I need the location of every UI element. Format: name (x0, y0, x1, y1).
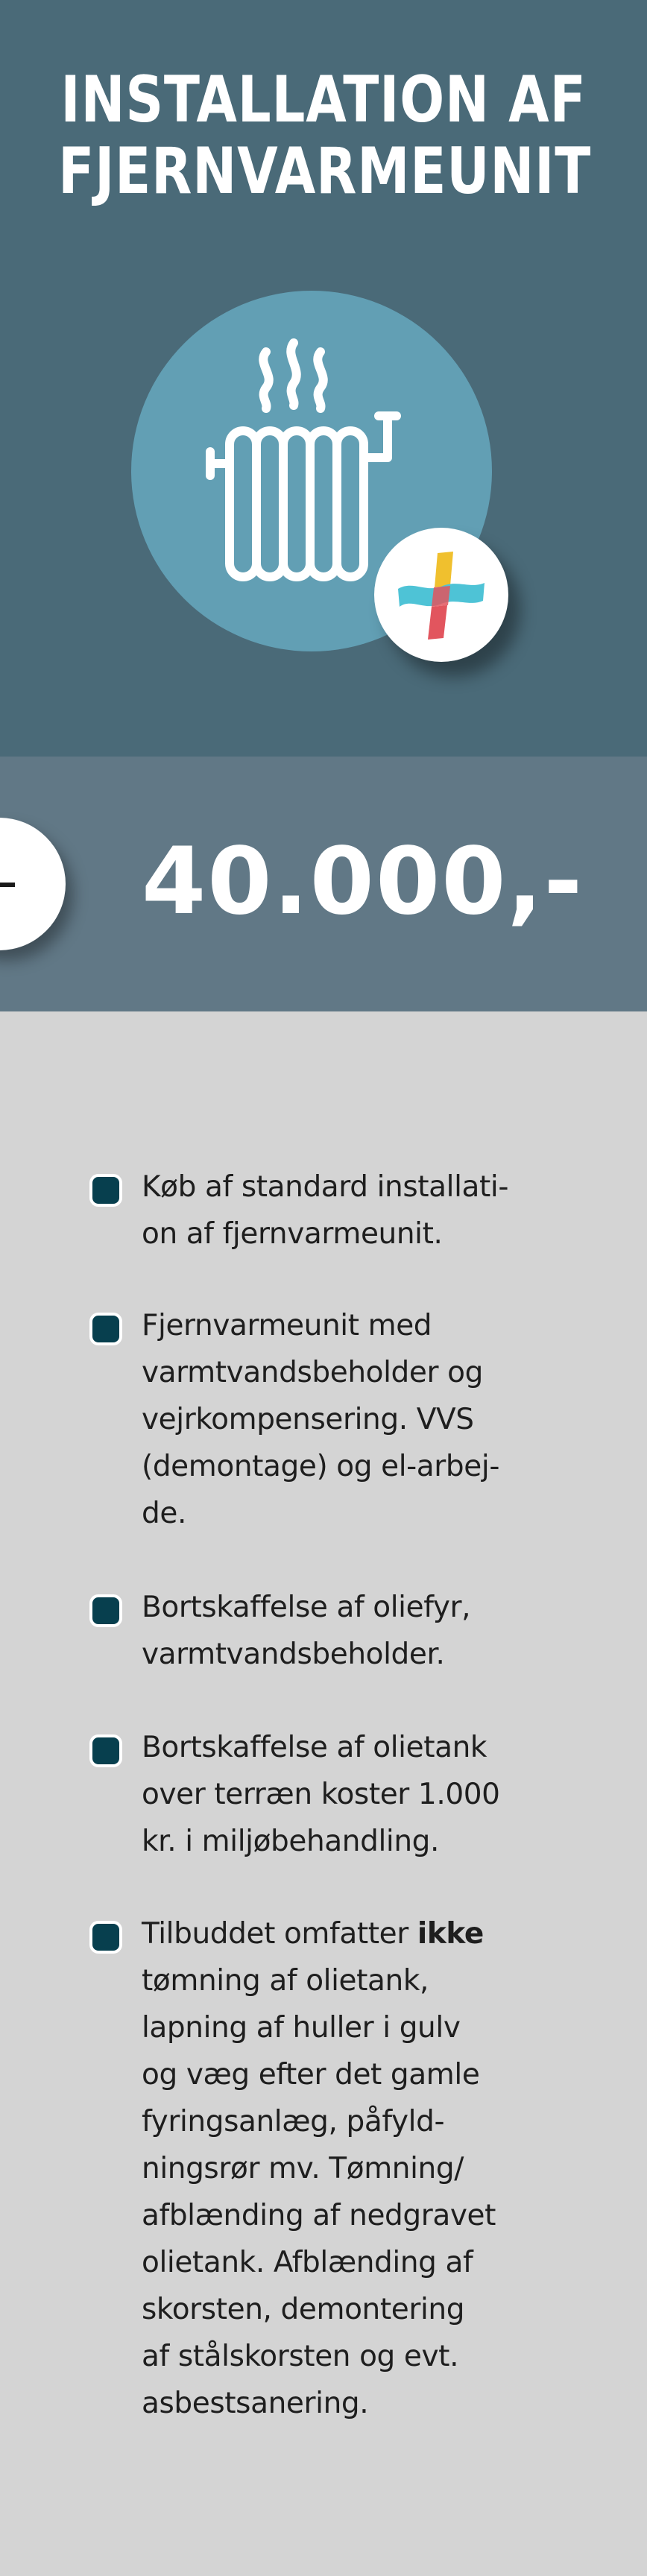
feature-line: Fjernvarmeunit med (142, 1309, 432, 1342)
header (0, 0, 647, 757)
feature-line: kr. i miljøbehandling. (142, 1825, 440, 1858)
feature-line: on af fjernvarmeunit. (142, 1217, 443, 1251)
features-section (0, 1011, 647, 2576)
feature-line: skorsten, demontering (142, 2293, 465, 2326)
feature-text (142, 1164, 559, 1257)
price: 40.000,- (142, 828, 584, 935)
bullet-icon (89, 1734, 122, 1767)
feature-text (142, 1724, 559, 1865)
feature-line-start: Tilbuddet omfatter (142, 1917, 417, 1951)
feature-line: afblænding af nedgravet (142, 2199, 496, 2232)
title-line-1: INSTALLATION AF (60, 63, 587, 137)
price-band (0, 757, 647, 1011)
feature-text (142, 1584, 559, 1678)
feature-text (142, 1910, 559, 2427)
feature-line: lapning af huller i gulv (142, 2011, 461, 2045)
feature-emphasis: ikke (417, 1917, 484, 1951)
feature-line: Køb af standard installati- (142, 1170, 509, 1204)
feature-line: olietank. Afblænding af (142, 2246, 473, 2279)
feature-text (142, 1302, 559, 1537)
feature-line (142, 1910, 559, 1957)
bullet-icon (89, 1313, 122, 1345)
feature-line: af stålskorsten og evt. (142, 2340, 459, 2373)
feature-line: asbestsanering. (142, 2387, 369, 2420)
feature-line: fyringsanlæg, påfyld- (142, 2105, 445, 2138)
plus-icon (0, 851, 37, 918)
feature-line: Bortskaffelse af oliefyr, (142, 1591, 471, 1624)
title-line-2: FJERNVARMEUNIT (58, 134, 592, 209)
feature-line: (demontage) og el-arbej- (142, 1450, 499, 1483)
feature-line: ningsrør mv. Tømning/ (142, 2152, 464, 2185)
bullet-icon (89, 1594, 122, 1627)
plus-badge (374, 528, 508, 662)
side-badge (0, 818, 66, 950)
feature-line: de. (142, 1497, 186, 1530)
feature-line: Bortskaffelse af olietank (142, 1731, 487, 1764)
page-title (58, 63, 592, 209)
feature-line: og væg efter det gamle (142, 2058, 480, 2092)
feature-line: over terræn koster 1.000 (142, 1778, 500, 1811)
feature-line: varmtvandsbeholder og (142, 1356, 483, 1389)
feature-line: vejrkompensering. VVS (142, 1403, 474, 1436)
feature-line: varmtvandsbeholder. (142, 1638, 445, 1671)
feature-line: tømning af olietank, (142, 1964, 429, 1998)
plus-logo-icon (397, 550, 486, 640)
bullet-icon (89, 1921, 122, 1954)
bullet-icon (89, 1174, 122, 1207)
illustration (131, 291, 492, 651)
